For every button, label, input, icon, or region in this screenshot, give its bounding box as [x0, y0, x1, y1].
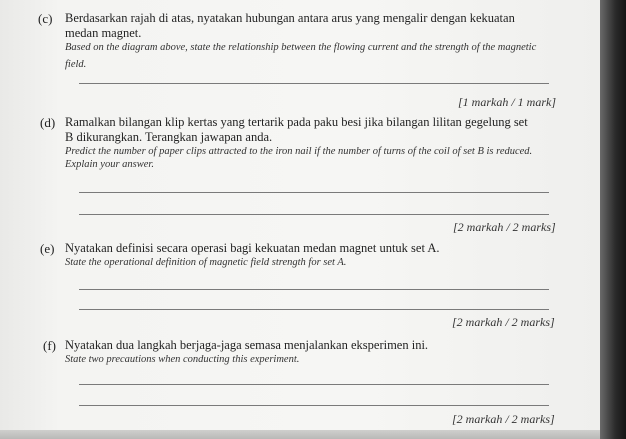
question-label-c: (c) [38, 11, 53, 26]
page-bottom-edge [0, 430, 600, 439]
question-c [65, 11, 585, 71]
marks-e: [2 markah / 2 marks] [452, 315, 555, 329]
question-f-malay-1: Nyatakan dua langkah berjaga-jaga semasa menjalankan eksperimen ini. [65, 338, 429, 352]
question-e [65, 241, 585, 269]
answer-line-f-1 [79, 384, 549, 385]
answer-line-d-2 [79, 214, 549, 215]
answer-line-e-2 [79, 309, 549, 310]
question-label-d: (d) [40, 115, 56, 130]
question-f-english-1: State two precautions when conducting this experiment. [65, 354, 300, 365]
marks-c: [1 markah / 1 mark] [458, 95, 556, 109]
question-c-malay-2: medan magnet. [65, 26, 142, 40]
answer-line-f-2 [79, 405, 549, 406]
answer-line-c-1 [79, 83, 549, 84]
question-label-e: (e) [40, 241, 55, 256]
question-d-malay-2: B dikurangkan. Terangkan jawapan anda. [65, 130, 273, 144]
question-c-malay-1: Berdasarkan rajah di atas, nyatakan hubungan antara arus yang mengalir dengan kekuatan [65, 11, 515, 25]
answer-line-e-1 [79, 289, 549, 290]
question-d-malay-1: Ramalkan bilangan klip kertas yang tertarik pada paku besi jika bilangan lilitan gegelung set [65, 115, 528, 129]
question-f [65, 338, 585, 366]
marks-f: [2 markah / 2 marks] [452, 412, 555, 426]
marks-d: [2 markah / 2 marks] [453, 220, 556, 234]
question-d-english-2: Explain your answer. [65, 159, 154, 170]
question-c-english-1: Based on the diagram above, state the relationship between the flowing current and the strength of the magnetic [65, 42, 537, 53]
question-d [65, 115, 585, 171]
question-d-english-1: Predict the number of paper clips attracted to the iron nail if the number of turns of the coil of set B is reduced. [65, 146, 533, 157]
background-edge [600, 0, 626, 439]
question-c-english-2: field. [65, 59, 87, 70]
question-label-f: (f) [43, 338, 56, 353]
answer-line-d-1 [79, 192, 549, 193]
question-e-malay-1: Nyatakan definisi secara operasi bagi kekuatan medan magnet untuk set A. [65, 241, 440, 255]
question-e-english-1: State the operational definition of magnetic field strength for set A. [65, 257, 347, 268]
